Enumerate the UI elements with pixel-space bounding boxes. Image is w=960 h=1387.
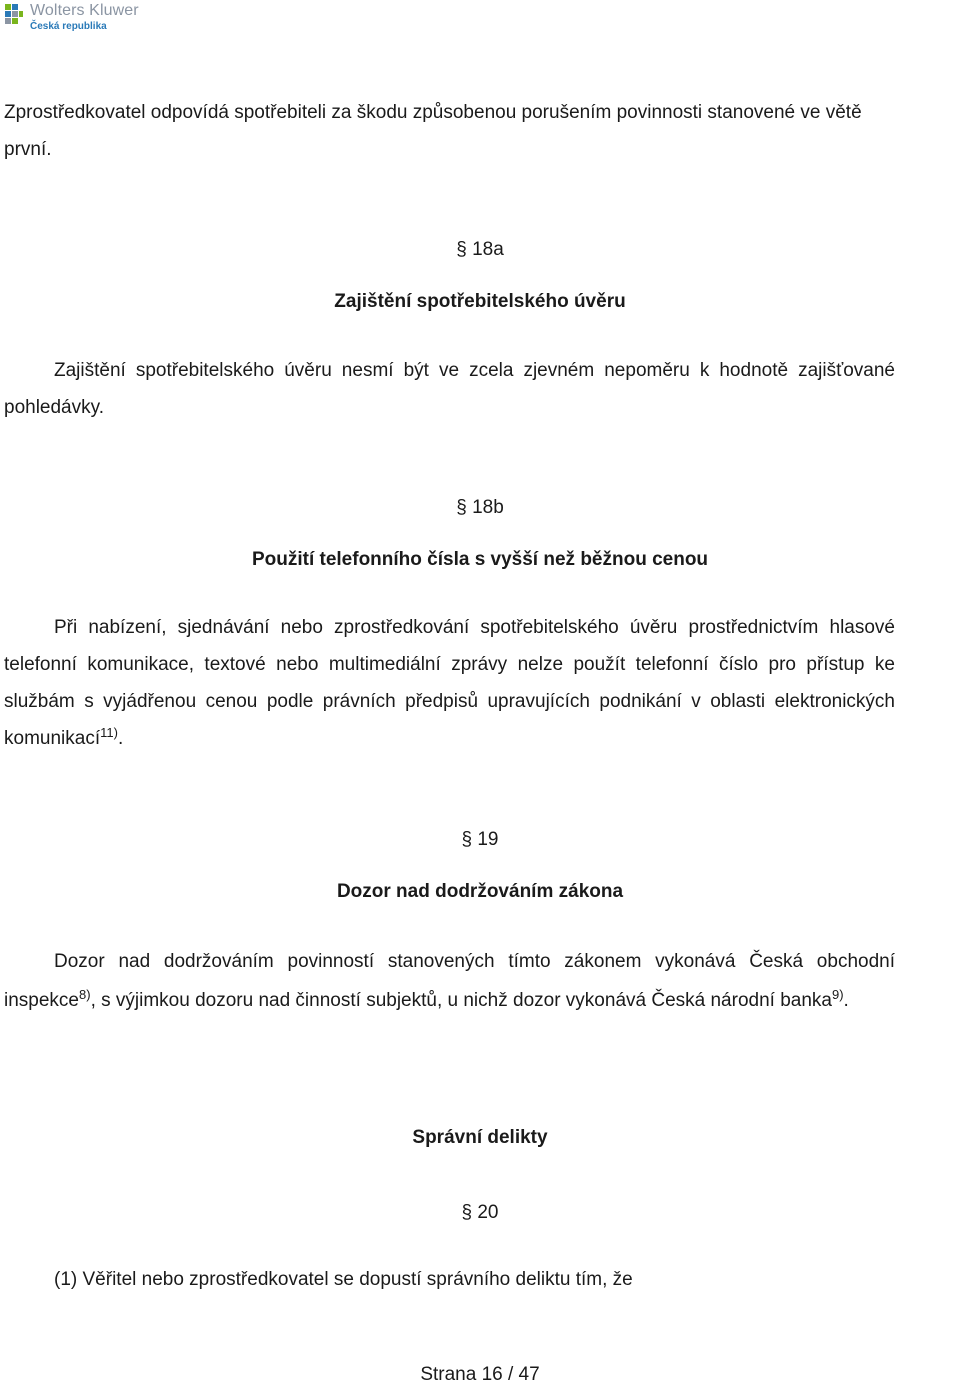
section-18a-number: § 18a — [456, 239, 504, 260]
section-18a-text: Zajištění spotřebitelského úvěru nesmí být ve zcela zjevném nepoměru k hodnotě zajišťované pohledávky. — [4, 360, 895, 418]
section-18b-number: § 18b — [456, 497, 504, 518]
wolters-kluwer-logo — [4, 3, 139, 32]
sentence-end: . — [843, 990, 849, 1011]
section-18b-title: Použití telefonního čísla s vyšší než běžnou cenou — [251, 549, 709, 570]
section-20-number: § 20 — [461, 1202, 499, 1223]
footnote-ref-11: 11) — [100, 725, 118, 740]
section-18b-text — [4, 609, 895, 757]
sentence-end: . — [117, 728, 124, 749]
section-19-text — [4, 942, 895, 1020]
intro-paragraph: Zprostředkovatel odpovídá spotřebiteli za škodu způsobenou porušením povinnosti stanovené ve větě první. — [4, 102, 862, 160]
section-19-body-b: , s výjimkou dozoru nad činností subjektů, u nichž dozor vykonává Česká národní banka — [90, 990, 832, 1011]
section-19-body-a: Dozor nad dodržováním povinností stanovených tímto zákonem vykonává Česká obchodní inspekce — [4, 951, 895, 1011]
section-20-text: (1) Věřitel nebo zprostředkovatel se dopustí správního deliktu tím, že — [54, 1269, 633, 1290]
logo-name: Wolters Kluwer — [30, 2, 139, 19]
section-19-title: Dozor nad dodržováním zákona — [336, 881, 624, 902]
section-19-number: § 19 — [461, 829, 499, 850]
footnote-ref-8: 8) — [79, 987, 91, 1002]
footnote-ref-9: 9) — [831, 987, 844, 1002]
logo-subtitle: Česká republika — [30, 21, 107, 32]
spravni-delikty-heading: Správní delikty — [412, 1127, 548, 1148]
section-18b-body: Při nabízení, sjednávání nebo zprostředkování spotřebitelského úvěru prostřednictvím hlasové telefonní komunikace, textové nebo multimediální zprávy nelze použít telefonní číslo pro přístup ke službám s vyjádřenou cenou podle právních předpisů upravujících podnikání v oblasti elektronických komunikací — [4, 617, 895, 749]
page-number: Strana 16 / 47 — [420, 1364, 540, 1385]
section-18a-title: Zajištění spotřebitelského úvěru — [334, 291, 626, 312]
wk-logo-icon — [4, 3, 24, 29]
